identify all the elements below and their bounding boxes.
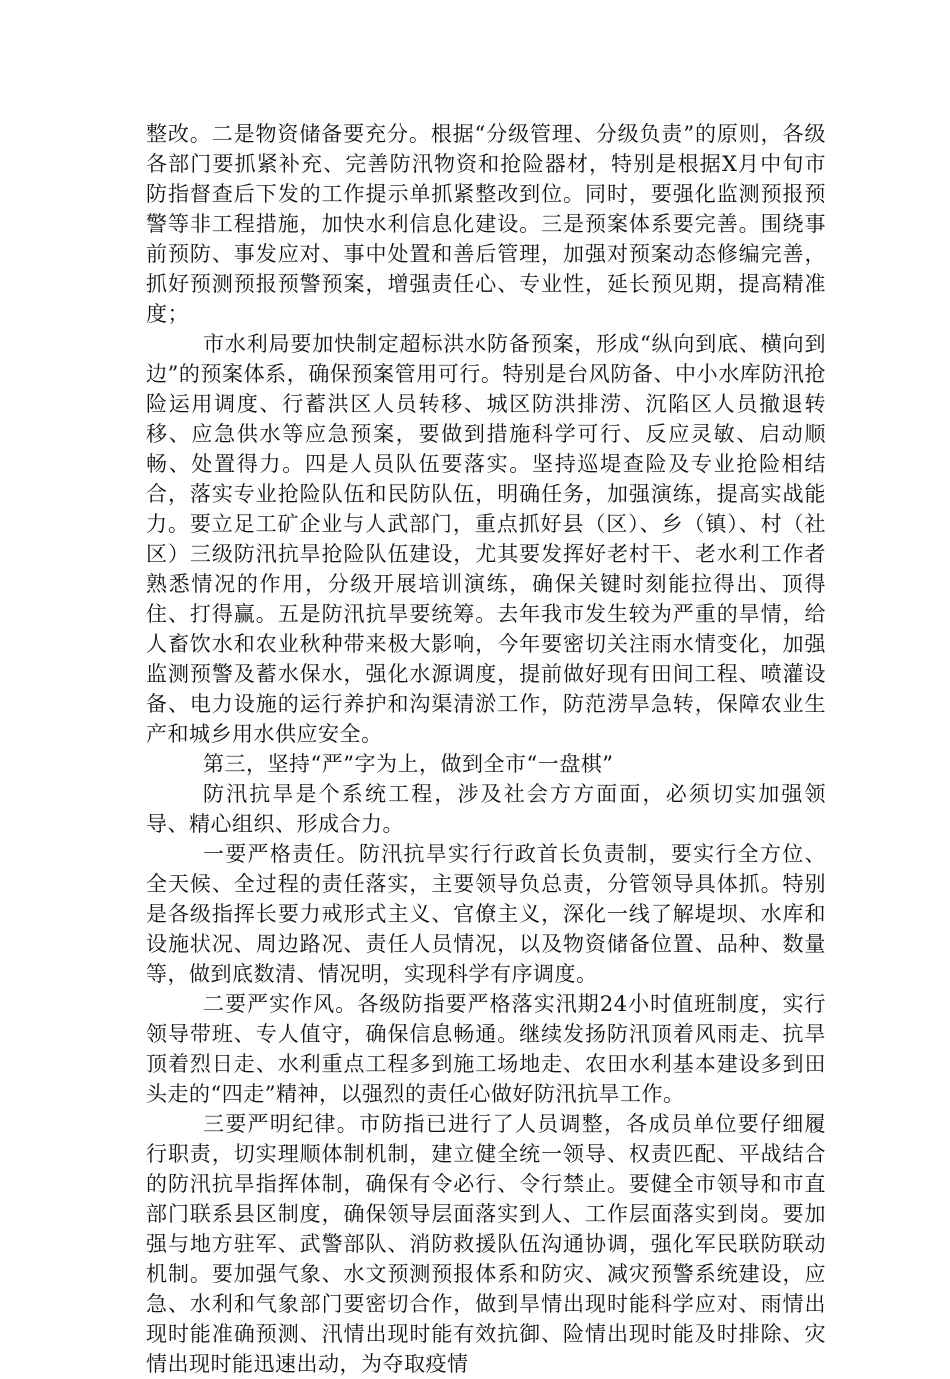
paragraph-4: 一要严格责任。防汛抗旱实行行政首长负责制，要实行全方位、全天候、全过程的责任落实，主要领导负总责，分管领导具体抓。特别是各级指挥长要力戒形式主义、官僚主义，深化一线了解堤坝、水库和设施状况、周边路况、责任人员情况，以及物资储备位置、品种、数量等，做到底数清、情况明，实现科学有序调度。 [146,842,826,986]
paragraph-5: 二要严实作风。各级防指要严格落实汛期24小时值班制度，实行领导带班、专人值守，确保信息畅通。继续发扬防汛顶着风雨走、抗旱顶着烈日走、水利重点工程多到施工场地走、农田水利基本建设多到田头走的“四走”精神，以强烈的责任心做好防汛抗旱工作。 [146,992,826,1106]
document-body [146,119,826,1379]
paragraph-6: 三要严明纪律。市防指已进行了人员调整，各成员单位要仔细履行职责，切实理顺体制机制，建立健全统一领导、权责匹配、平战结合的防汛抗旱指挥体制，确保有令必行、令行禁止。要健全市领导和市直部门联系县区制度，确保领导层面落实到人、工作层面落实到岗。要加强与地方驻军、武警部队、消防救援队伍沟通协调，强化军民联防联动机制。要加强气象、水文预测预报体系和防灾、减灾预警系统建设，应急、水利和气象部门要密切合作，做到旱情出现时能科学应对、雨情出现时能准确预测、汛情出现时能有效抗御、险情出现时能及时排除、灾情出现时能迅速出动，为夺取疫情 [146,1112,826,1376]
paragraph-3: 防汛抗旱是个系统工程，涉及社会方方面面，必须切实加强领导、精心组织、形成合力。 [146,782,826,836]
section-heading: 第三，坚持“严”字为上，做到全市“一盘棋” [203,752,614,776]
paragraph-1: 整改。二是物资储备要充分。根据“分级管理、分级负责”的原则，各级各部门要抓紧补充、完善防汛物资和抢险器材，特别是根据X月中旬市防指督查后下发的工作提示单抓紧整改到位。同时，要强化监测预报预警等非工程措施，加快水利信息化建设。三是预案体系要完善。围绕事前预防、事发应对、事中处置和善后管理，加强对预案动态修编完善，抓好预测预报预警预案，增强责任心、专业性，延长预见期，提高精准度； [146,122,826,326]
paragraph-2: 市水利局要加快制定超标洪水防备预案，形成“纵向到底、横向到边”的预案体系，确保预案管用可行。特别是台风防备、中小水库防汛抢险运用调度、行蓄洪区人员转移、城区防洪排涝、沉陷区人员撤退转移、应急供水等应急预案，要做到措施科学可行、反应灵敏、启动顺畅、处置得力。四是人员队伍要落实。坚持巡堤查险及专业抢险相结合，落实专业抢险队伍和民防队伍，明确任务，加强演练，提高实战能力。要立足工矿企业与人武部门，重点抓好县（区）、乡（镇）、村（社区）三级防汛抗旱抢险队伍建设，尤其要发挥好老村干、老水利工作者熟悉情况的作用，分级开展培训演练，确保关键时刻能拉得出、顶得住、打得赢。五是防汛抗旱要统筹。去年我市发生较为严重的旱情，给人畜饮水和农业秋种带来极大影响，今年要密切关注雨水情变化，加强监测预警及蓄水保水，强化水源调度，提前做好现有田间工程、喷灌设备、电力设施的运行养护和沟渠清淤工作，防范涝旱急转，保障农业生产和城乡用水供应安全。 [146,332,826,746]
